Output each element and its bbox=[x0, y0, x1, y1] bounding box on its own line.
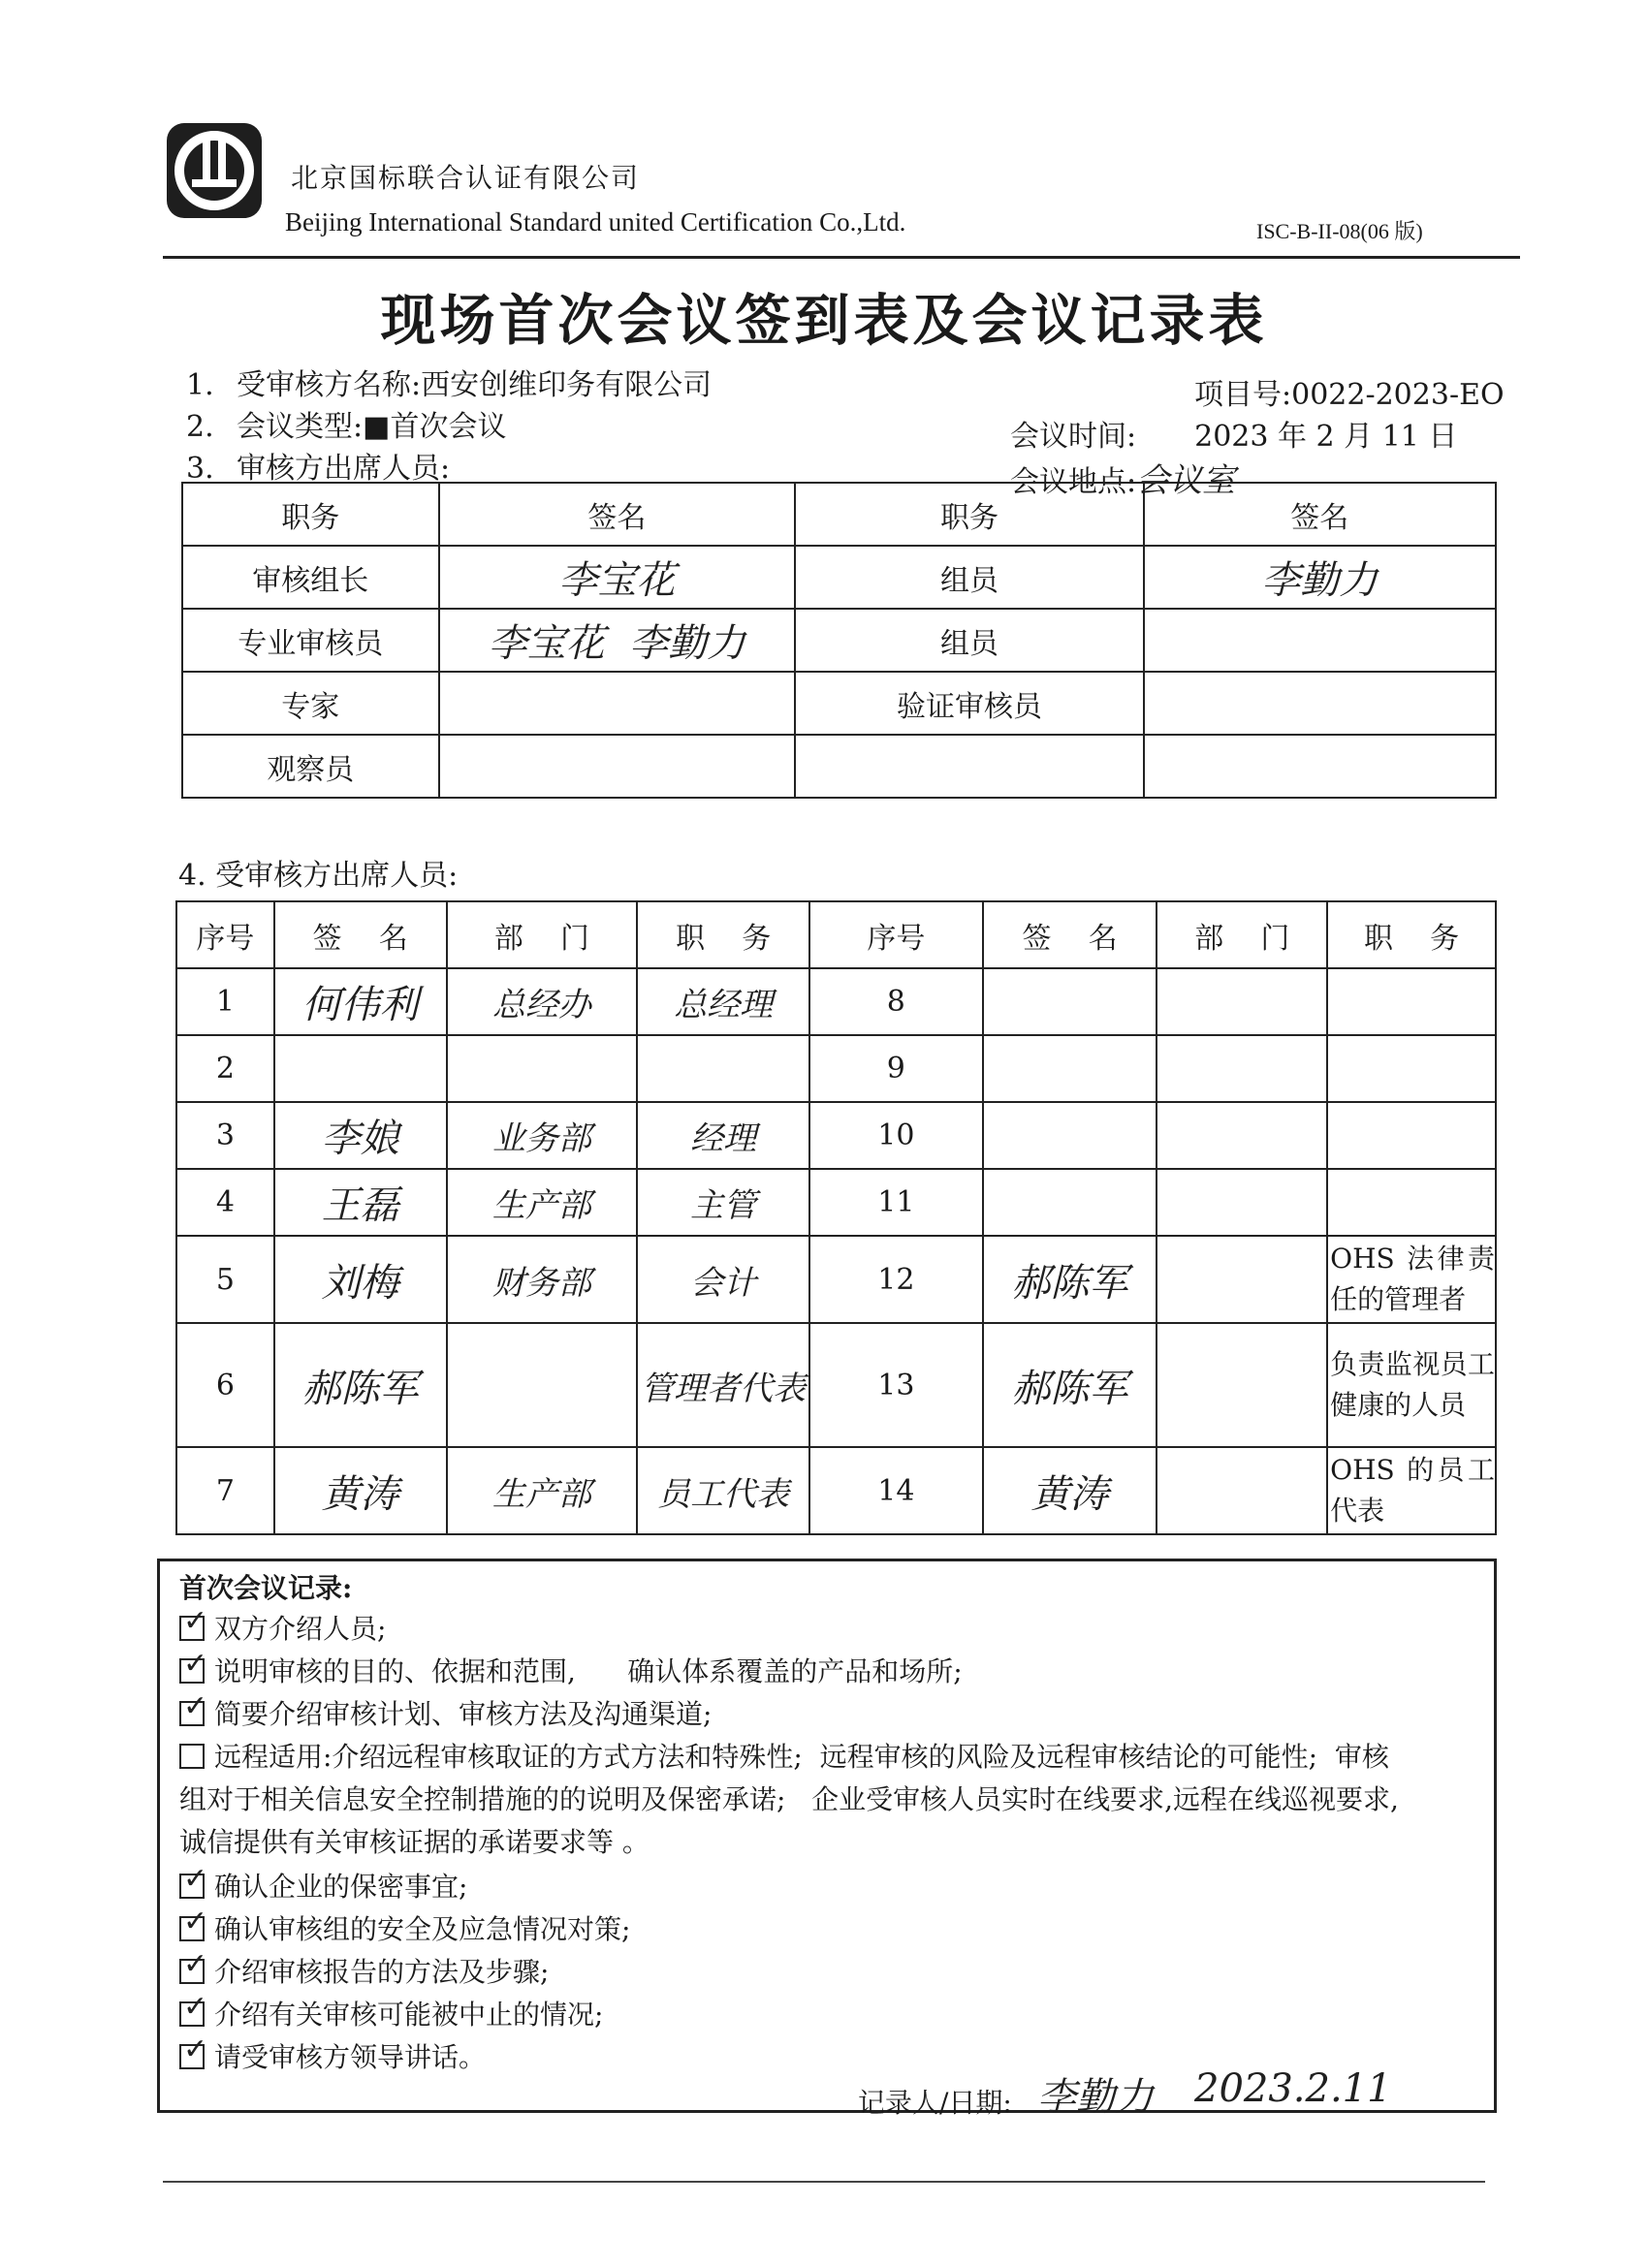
table-row bbox=[176, 968, 1496, 1035]
row-number: 13 bbox=[809, 1323, 983, 1447]
signature: 李宝花 bbox=[439, 546, 796, 609]
signature: 李娘 bbox=[274, 1102, 447, 1169]
table-cell: 生产部 bbox=[447, 1447, 638, 1534]
table-cell: 员工代表 bbox=[637, 1447, 809, 1534]
duty-cell bbox=[1327, 1169, 1496, 1236]
signature: 刘梅 bbox=[274, 1236, 447, 1323]
table-row bbox=[176, 1323, 1496, 1447]
table-row bbox=[176, 1102, 1496, 1169]
footer-divider bbox=[163, 2181, 1485, 2183]
auditee-attendees-label: 4. 受审核方出席人员: bbox=[178, 859, 459, 893]
recorder-date: 2023.2.11 bbox=[1194, 2066, 1392, 2111]
form-code: ISC-B-II-08(06 版) bbox=[1256, 219, 1423, 243]
auditee-name-line: 1. 受审核方名称:西安创维印务有限公司 bbox=[186, 368, 713, 402]
signature: 李勤力 bbox=[1144, 546, 1496, 609]
table-cell bbox=[1157, 1236, 1327, 1323]
signature: 黄涛 bbox=[983, 1447, 1157, 1534]
project-number: 项目号:0022-2023-EO bbox=[1194, 378, 1505, 412]
checkbox-icon bbox=[179, 2001, 205, 2027]
minutes-item: ✓介绍有关审核可能被中止的情况; bbox=[179, 1994, 603, 2032]
minutes-item: ✓确认企业的保密事宜; bbox=[179, 1866, 467, 1905]
table-cell: 主管 bbox=[637, 1169, 809, 1236]
table-cell bbox=[447, 1323, 638, 1447]
signature: 王磊 bbox=[274, 1169, 447, 1236]
table-cell bbox=[1157, 1035, 1327, 1102]
signature: 黄涛 bbox=[274, 1447, 447, 1534]
checkbox-icon bbox=[179, 1959, 205, 1984]
row-number: 12 bbox=[809, 1236, 983, 1323]
signature bbox=[274, 1035, 447, 1102]
minutes-item: ✓确认审核组的安全及应急情况对策; bbox=[179, 1908, 630, 1947]
header-divider bbox=[163, 256, 1520, 259]
table-cell bbox=[637, 1035, 809, 1102]
table-header-row: 职务 签名 职务 签名 bbox=[182, 483, 1496, 546]
row-number: 2 bbox=[176, 1035, 274, 1102]
auditor-attendees-label: 3. 审核方出席人员: bbox=[186, 452, 451, 486]
row-number: 6 bbox=[176, 1323, 274, 1447]
table-header-row: 序号 签 名 部 门 职 务 序号 签 名 部 门 职 务 bbox=[176, 901, 1496, 968]
recorder-signature: 李勤力 bbox=[1037, 2075, 1154, 2120]
minutes-item: ✓请受审核方领导讲话。 bbox=[179, 2036, 486, 2075]
company-name-cn: 北京国标联合认证有限公司 bbox=[291, 162, 641, 194]
table-cell: 会计 bbox=[637, 1236, 809, 1323]
signature bbox=[983, 1035, 1157, 1102]
auditee-attendees-table bbox=[175, 900, 1497, 1535]
duty-cell bbox=[1327, 1102, 1496, 1169]
recorder-label: 记录人/日期: bbox=[858, 2087, 1012, 2119]
table-cell: 总经办 bbox=[447, 968, 638, 1035]
row-number: 1 bbox=[176, 968, 274, 1035]
signature: 郝陈军 bbox=[274, 1323, 447, 1447]
minutes-title: 首次会议记录: bbox=[179, 1572, 353, 1604]
table-row: 专家 验证审核员 bbox=[182, 672, 1496, 735]
minutes-item: ✓简要介绍审核计划、审核方法及沟通渠道; bbox=[179, 1693, 712, 1732]
table-row bbox=[176, 1236, 1496, 1323]
checkbox-icon bbox=[179, 1658, 205, 1684]
meeting-minutes-box bbox=[157, 1559, 1497, 2113]
meeting-type-line: 2. 会议类型:■首次会议 bbox=[186, 410, 507, 444]
table-row bbox=[176, 1447, 1496, 1534]
signature: 何伟利 bbox=[274, 968, 447, 1035]
page-title: 现场首次会议签到表及会议记录表 bbox=[380, 288, 1268, 353]
row-number: 3 bbox=[176, 1102, 274, 1169]
signature bbox=[983, 968, 1157, 1035]
row-number: 11 bbox=[809, 1169, 983, 1236]
table-cell: 管理者代表 bbox=[637, 1323, 809, 1447]
row-number: 9 bbox=[809, 1035, 983, 1102]
minutes-item: ✓介绍审核报告的方法及步骤; bbox=[179, 1951, 549, 1990]
table-cell bbox=[1157, 1169, 1327, 1236]
row-number: 8 bbox=[809, 968, 983, 1035]
table-row bbox=[176, 1169, 1496, 1236]
table-cell: 经理 bbox=[637, 1102, 809, 1169]
row-number: 4 bbox=[176, 1169, 274, 1236]
checkbox-icon bbox=[179, 1916, 205, 1941]
row-number: 5 bbox=[176, 1236, 274, 1323]
minutes-item: 远程适用:介绍远程审核取证的方式方法和特殊性; 远程审核的风险及远程审核结论的可能性; 审核 bbox=[179, 1736, 1389, 1775]
duty-cell bbox=[1327, 1035, 1496, 1102]
auditee-name: 西安创维印务有限公司 bbox=[421, 368, 713, 402]
duty-cell: OHS 法律责任的管理者 bbox=[1327, 1236, 1496, 1323]
table-cell: 总经理 bbox=[637, 968, 809, 1035]
duty-cell bbox=[1327, 968, 1496, 1035]
duty-cell: OHS 的员工代表 bbox=[1327, 1447, 1496, 1534]
table-cell bbox=[1157, 1447, 1327, 1534]
signature: 郝陈军 bbox=[983, 1236, 1157, 1323]
minutes-item: ✓说明审核的目的、依据和范围, 确认体系覆盖的产品和场所; bbox=[179, 1651, 963, 1689]
table-row: 审核组长 李宝花 组员 李勤力 bbox=[182, 546, 1496, 609]
signature bbox=[983, 1102, 1157, 1169]
table-cell bbox=[1157, 1323, 1327, 1447]
minutes-item: ✓双方介绍人员; bbox=[179, 1608, 386, 1647]
table-cell bbox=[1157, 968, 1327, 1035]
table-cell: 财务部 bbox=[447, 1236, 638, 1323]
table-row: 专业审核员 李宝花 李勤力 组员 bbox=[182, 609, 1496, 672]
row-number: 14 bbox=[809, 1447, 983, 1534]
duty-cell: 负责监视员工健康的人员 bbox=[1327, 1323, 1496, 1447]
checkbox-icon bbox=[179, 1616, 205, 1641]
meeting-place: 会议地点:会议室 bbox=[1010, 461, 1236, 500]
table-row: 观察员 bbox=[182, 735, 1496, 798]
row-number: 7 bbox=[176, 1447, 274, 1534]
checkbox-icon bbox=[179, 1874, 205, 1899]
company-logo bbox=[163, 119, 266, 222]
signature bbox=[983, 1169, 1157, 1236]
table-cell bbox=[447, 1035, 638, 1102]
company-name-en: Beijing International Standard united Certification Co.,Ltd. bbox=[285, 207, 906, 236]
row-number: 10 bbox=[809, 1102, 983, 1169]
audit-team-table bbox=[181, 482, 1497, 799]
table-cell: 生产部 bbox=[447, 1169, 638, 1236]
checkbox-icon bbox=[179, 1701, 205, 1726]
signature: 郝陈军 bbox=[983, 1323, 1157, 1447]
table-cell bbox=[1157, 1102, 1327, 1169]
minutes-item-continued: 诚信提供有关审核证据的承诺要求等 。 bbox=[179, 1826, 650, 1858]
meeting-type: ■首次会议 bbox=[363, 410, 507, 444]
table-cell: 业务部 bbox=[447, 1102, 638, 1169]
signature: 李宝花 李勤力 bbox=[439, 609, 796, 672]
table-row bbox=[176, 1035, 1496, 1102]
checkbox-icon bbox=[179, 1744, 205, 1769]
minutes-item-continued: 组对于相关信息安全控制措施的的说明及保密承诺; 企业受审核人员实时在线要求,远程在线巡视要求, bbox=[179, 1783, 1399, 1815]
checkbox-icon bbox=[179, 2044, 205, 2069]
meeting-time: 会议时间: 2023 年 2 月 11 日 bbox=[1010, 420, 1458, 454]
